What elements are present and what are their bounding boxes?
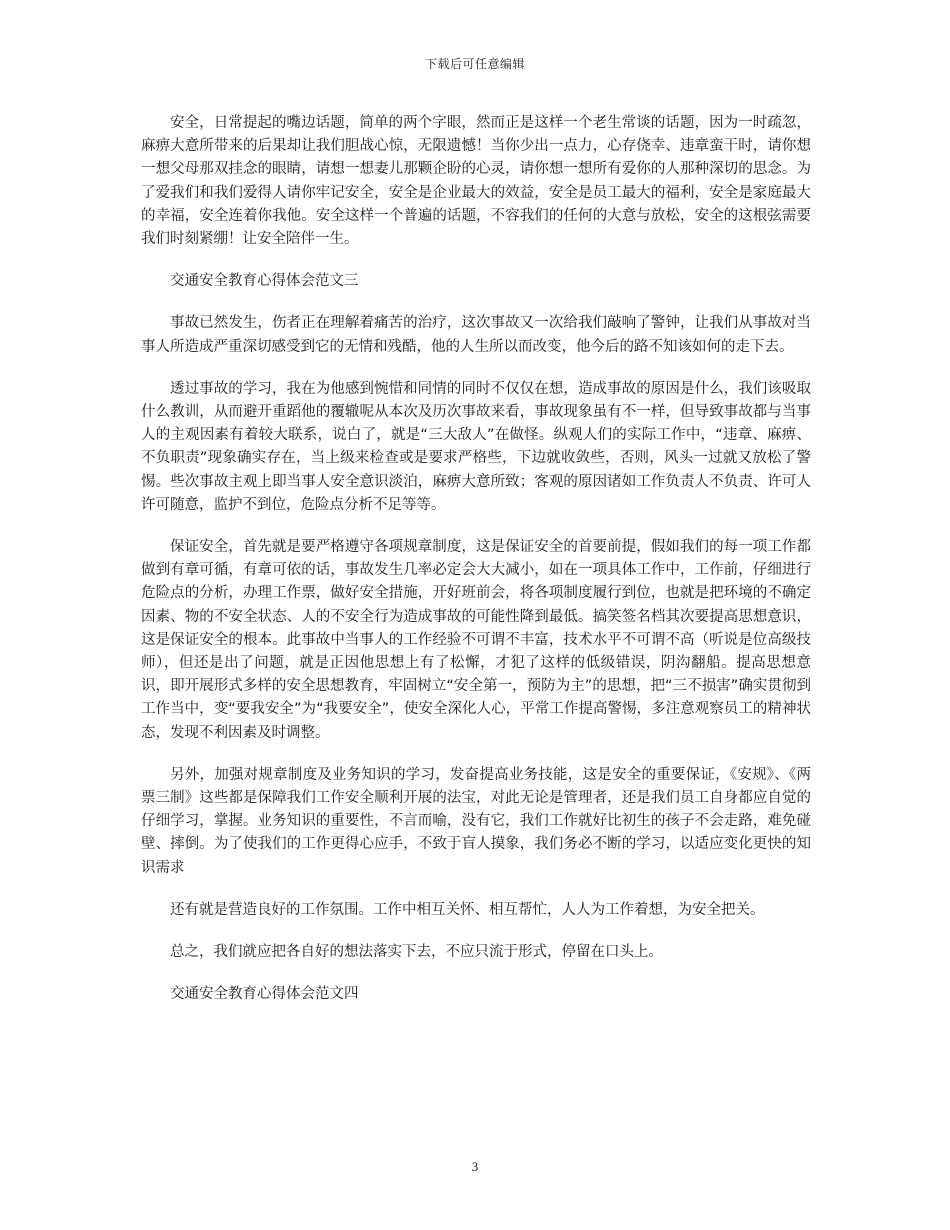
paragraph-conclusion: 总之，我们就应把各自好的想法落实下去，不应只流于形式，停留在口头上。 bbox=[170, 944, 663, 961]
paragraph-strengthen-learning: 另外，加强对规章制度及业务知识的学习，发奋提高业务技能，这是安全的重要保证，《安规》、《两票三制》这些都是保障我们工作安全顺利开展的法宝，对此无论是管理者，还是我们员工自身都应自觉的仔细学习，掌握。业务知识的重要性，不言而喻，没有它，我们工作就好比初生的孩子不会走路，难免碰壁、摔倒。为了使我们的工作更得心应手，不致于盲人摸象，我们务必不断的学习，以适应变化更快的知识需求 bbox=[141, 766, 811, 876]
paragraph-work-atmosphere: 还有就是营造良好的工作氛围。工作中相互关怀、相互帮忙，人人为工作着想，为安全把关。 bbox=[170, 901, 765, 918]
page-header: 下载后可任意编辑 bbox=[424, 57, 525, 71]
paragraph-ensure-safety: 保证安全，首先就是要严格遵守各项规章制度，这是保证安全的首要前提，假如我们的每一项工作都做到有章可循，有章可依的话，事故发生几率必定会大大减小，如在一项具体工作中，工作前，仔细进行危险点的分析，办理工作票，做好安全措施，开好班前会，将各项制度履行到位，也就是把环境的不确定因素、物的不安全状态、人的不安全行为造成事故的可能性降到最低。搞笑签名档其次要提高思想意识，这是保证安全的根本。此事故中当事人的工作经验不可谓不丰富，技术水平不可谓不高（听说是位高级技师），但还是出了问题，就是正因他思想上有了松懈，才犯了这样的低级错误，阴沟翻船。提高思想意识，即开展形式多样的安全思想教育，牢固树立“安全第一，预防为主”的思想，把“三不损害”确实贯彻到工作当中，变“要我安全”为“我要安全”，使安全深化人心，平常工作提高警惕，多注意观察员工的精神状态，发现不利因素及时调整。 bbox=[141, 539, 811, 741]
document-body bbox=[141, 112, 811, 1026]
section-heading-four: 交通安全教育心得体会范文四 bbox=[170, 986, 359, 1003]
paragraph-accident-occurred: 事故已然发生，伤者正在理解着痛苦的治疗，这次事故又一次给我们敲响了警钟，让我们从事故对当事人所造成严重深切感受到它的无情和残酷，他的人生所以而改变，他今后的路不知该如何的走下去。 bbox=[141, 315, 811, 355]
section-heading-three: 交通安全教育心得体会范文三 bbox=[170, 273, 359, 290]
paragraph-accident-study: 透过事故的学习，我在为他感到惋惜和同情的同时不仅仅在想，造成事故的原因是什么，我们该吸取什么教训，从而避开重蹈他的覆辙呢从本次及历次事故来看，事故现象虽有不一样，但导致事故都与当事人的主观因素有着较大联系，说白了，就是“三大敌人”在做怪。纵观人们的实际工作中，“违章、麻痹、不负职责”现象确实存在，当上级来检查或是要求严格些，下边就收敛些，否则，风头一过就又放松了警惕。些次事故主观上即当事人安全意识淡泊，麻痹大意所致；客观的原因诸如工作负责人不负责、许可人许可随意，监护不到位，危险点分析不足等等。 bbox=[141, 380, 811, 513]
paragraph-safety-intro: 安全，日常提起的嘴边话题，简单的两个字眼，然而正是这样一个老生常谈的话题，因为一时疏忽，麻痹大意所带来的后果却让我们胆战心惊，无限遗憾！当你少出一点力，心存侥幸、违章蛮干时，请你想一想父母那双挂念的眼睛，请想一想妻儿那颗企盼的心灵，请你想一想所有爱你的人那种深切的思念。为了爱我们和我们爱得人请你牢记安全，安全是企业最大的效益，安全是员工最大的福利，安全是家庭最大的幸福，安全连着你我他。安全这样一个普遍的话题，不容我们的任何的大意与放松，安全的这根弦需要我们时刻紧绷！让安全陪伴一生。 bbox=[141, 115, 811, 248]
page-number: 3 bbox=[471, 1159, 479, 1174]
